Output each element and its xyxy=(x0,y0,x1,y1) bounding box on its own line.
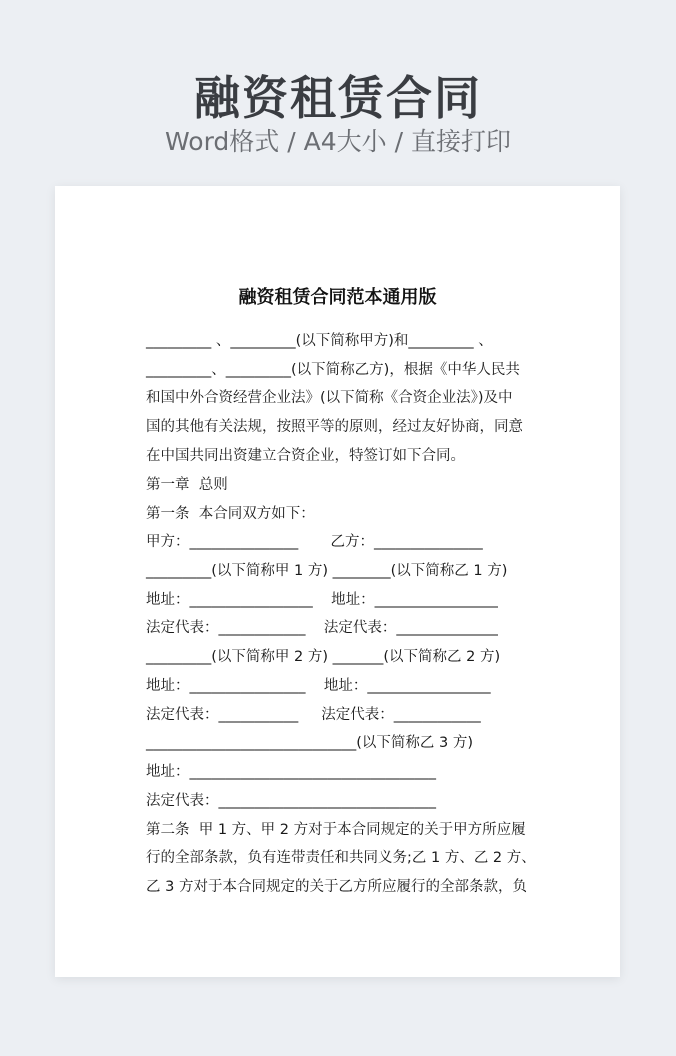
document-line: 地址：__________________________________ xyxy=(146,764,436,780)
document-line: _____________________________(以下简称乙 3 方) xyxy=(146,735,474,751)
document-line: 地址：________________ 地址：_________________ xyxy=(146,678,491,694)
document-line: 和国中外合资经营企业法》(以下简称《合资企业法》)及中 xyxy=(146,390,513,406)
document-line: 乙 3 方对于本合同规定的关于乙方所应履行的全部条款，负 xyxy=(146,879,527,895)
document-title: 融资租赁合同范本通用版 xyxy=(238,287,437,308)
document-line: _________、_________(以下简称乙方)，根据《中华人民共 xyxy=(146,362,520,378)
banner-subtitle: Word格式 / A4大小 / 直接打印 xyxy=(165,127,511,156)
banner-title: 融资租赁合同 xyxy=(194,71,482,125)
document-line: 甲方：_______________ 乙方：_______________ xyxy=(146,534,483,550)
document-page xyxy=(55,186,620,977)
article-heading: 第二条 甲 1 方、甲 2 方对于本合同规定的关于甲方所应履 xyxy=(146,822,526,838)
document-line: 法定代表：___________ 法定代表：____________ xyxy=(146,707,481,723)
chapter-heading: 第一章 总则 xyxy=(146,477,228,493)
document-line: 在中国共同出资建立合资企业，特签订如下合同。 xyxy=(146,448,465,464)
document-line: 行的全部条款，负有连带责任和共同义务;乙 1 方、乙 2 方、 xyxy=(146,850,536,866)
document-line: 法定代表：____________ 法定代表：______________ xyxy=(146,620,498,636)
document-line: 地址：_________________ 地址：_________________ xyxy=(146,592,498,608)
document-line: _________ 、_________(以下简称甲方)和_________ 、 xyxy=(146,333,493,349)
document-line: 法定代表：______________________________ xyxy=(146,793,436,809)
article-heading: 第一条 本合同双方如下： xyxy=(146,506,315,522)
document-line: 国的其他有关法规，按照平等的原则，经过友好协商，同意 xyxy=(146,419,523,435)
document-line: _________(以下简称甲 2 方) _______(以下简称乙 2 方) xyxy=(146,649,501,665)
document-line: _________(以下简称甲 1 方) ________(以下简称乙 1 方) xyxy=(146,563,508,579)
